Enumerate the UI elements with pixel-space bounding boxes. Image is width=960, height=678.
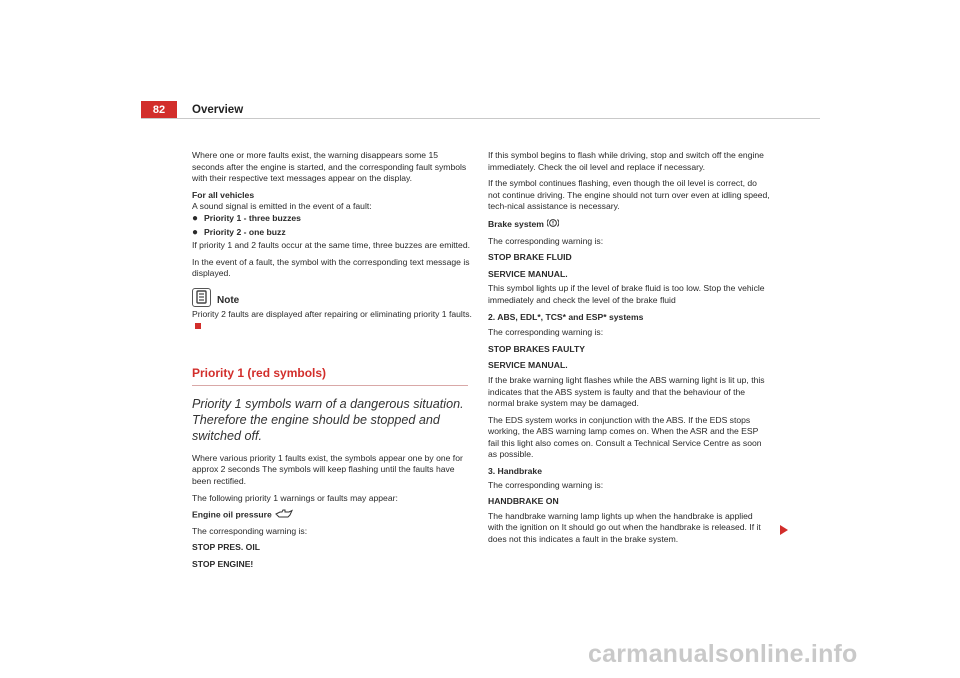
oil-message-1: STOP PRES. OIL <box>192 542 260 553</box>
handbrake-message: HANDBRAKE ON <box>488 496 559 507</box>
all-vehicles-heading: For all vehicles <box>192 189 255 200</box>
oil-can-icon <box>275 509 293 522</box>
brake-system-heading: Brake system <box>488 219 544 230</box>
abs-message-2: SERVICE MANUAL. <box>488 360 568 371</box>
bullet-item <box>192 227 472 239</box>
watermark: carmanualsonline.info <box>588 640 858 668</box>
bullet-text-priority-1: Priority 1 - three buzzes <box>204 212 301 223</box>
note-icon <box>192 288 211 307</box>
sound-signal-text: A sound signal is emitted in the event of a fault: <box>192 201 372 212</box>
brake-fluid-text: This symbol lights up if the level of brake fluid is too low. Stop the vehicle immediately and check the level of the brake fluid <box>488 283 765 305</box>
eds-text: The EDS system works in conjunction with the ABS. If the EDS stops working, the ABS warning lamp comes on. When the ASR and the ESP fail this light also comes on. Consult a Technical Service Centre as soon as possible. <box>488 414 762 460</box>
continue-arrow-icon <box>780 525 788 535</box>
brake-message-1: STOP BRAKE FLUID <box>488 252 572 263</box>
bullet-icon: ● <box>192 212 199 224</box>
following-warnings-text: The following priority 1 warnings or faults may appear: <box>192 492 398 503</box>
brake-message-2: SERVICE MANUAL. <box>488 268 568 279</box>
header-divider <box>141 118 820 119</box>
page-number-badge <box>141 101 177 119</box>
brake-warning-icon <box>547 218 559 232</box>
abs-warning-intro: The corresponding warning is: <box>488 327 604 338</box>
end-marker-icon <box>195 323 201 329</box>
handbrake-text: The handbrake warning lamp lights up when the handbrake is applied with the ignition on It should go out when the handbrake is released. If it does not this indicates a fault in the brake system. <box>488 510 761 545</box>
fault-display-text: In the event of a fault, the symbol with the corresponding text message is displayed. <box>192 256 470 279</box>
abs-faulty-text: If the brake warning light flashes while the ABS warning light is lit up, this indicates that the ABS system is faulty and that the behaviour of the normal brake system may be damaged. <box>488 374 765 409</box>
section-subtitle: Priority 1 symbols warn of a dangerous situation. Therefore the engine should be stopped and switched off. <box>192 396 464 443</box>
note-text-line <box>192 309 472 332</box>
oil-message-2: STOP ENGINE! <box>192 558 254 569</box>
abs-heading: 2. ABS, EDL*, TCS* and ESP* systems <box>488 311 644 322</box>
left-column <box>192 150 472 570</box>
page-header-title: Overview <box>192 104 244 116</box>
handbrake-heading: 3. Handbrake <box>488 466 542 477</box>
oil-pressure-heading: Engine oil pressure <box>192 509 272 520</box>
oil-pressure-heading-line <box>192 509 472 522</box>
note-text: Priority 2 faults are displayed after repairing or eliminating priority 1 faults. <box>192 308 472 319</box>
handbrake-warning-intro: The corresponding warning is: <box>488 479 604 490</box>
both-faults-text: If priority 1 and 2 faults occur at the same time, three buzzes are emitted. <box>192 240 470 251</box>
right-column <box>488 150 770 551</box>
bullet-text-priority-2: Priority 2 - one buzz <box>204 226 286 237</box>
page-number: 82 <box>152 104 166 116</box>
brake-warning-intro: The corresponding warning is: <box>488 235 604 246</box>
section-title: Priority 1 (red symbols) <box>192 368 468 386</box>
continues-flashing-text: If the symbol continues flashing, even though the oil level is correct, do not continue driving. The engine should not turn over even at idling speed, tech-nical assistance is necessary. <box>488 178 770 212</box>
bullet-item <box>192 213 472 225</box>
note-label: Note <box>217 294 240 306</box>
brake-system-heading-line <box>488 218 770 232</box>
note-header <box>192 288 472 307</box>
oil-warning-intro: The corresponding warning is: <box>192 525 308 536</box>
flash-text: If this symbol begins to flash while driving, stop and switch off the engine immediately. Check the oil level and replace if necessary. <box>488 150 764 172</box>
various-faults-text: Where various priority 1 faults exist, the symbols appear one by one for approx 2 seconds The symbols will keep flashing until the faults have been rectified. <box>192 452 463 486</box>
intro-paragraph: Where one or more faults exist, the warning disappears some 15 seconds after the engine is started, and the corresponding fault symbols with their respective text messages appear on the display. <box>192 150 467 184</box>
abs-message-1: STOP BRAKES FAULTY <box>488 343 585 354</box>
bullet-icon: ● <box>192 226 199 238</box>
